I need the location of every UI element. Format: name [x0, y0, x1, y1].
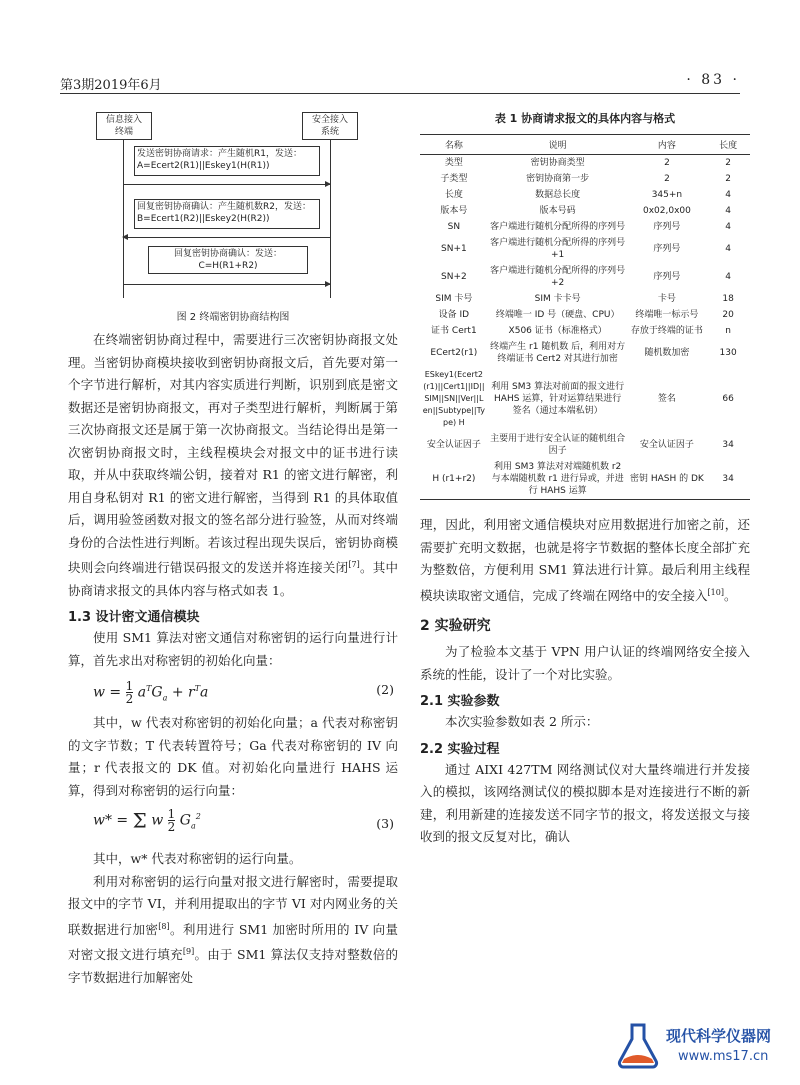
paragraph: 利用对称密钥的运行向量对报文进行解密时，需要提取报文中的字节 VI，并利用提取出的字节 VI 对内网业务的关联数据进行加密[8]。利用进行 SM1 加密时所用的 IV 向量对密文报文进行填充[9]。由于 SM1 算法仅支持对整数倍的字节数据进行加解密处 — [68, 873, 398, 985]
table-row — [420, 219, 750, 235]
paragraph: 通过 AIXI 427TM 网络测试仪对大量终端进行并发接入的模拟，该网络测试仪的模拟脚本是对连接进行不断的新建，利用新建的连接发送不同字节的报文，将发送报文与接收到的报文反复对比，确认 — [420, 761, 750, 845]
paragraph: 使用 SM1 算法对密文通信对称密钥的运行向量进行计算，首先求出对称密钥的初始化向量： — [68, 630, 398, 668]
table-cell: 长度 — [444, 190, 463, 200]
column-header: 说明 — [488, 135, 628, 155]
equation-3: w* = Σ w $\frac{1}{2}$ $G_a^2$ (3) — [93, 807, 394, 835]
table-cell: 主要用于进行安全认证的随机组合因子 — [490, 434, 626, 456]
table-cell: 2 — [725, 174, 731, 184]
paragraph: 为了检验本文基于 VPN 用户认证的终端网络安全接入系统的性能，设计了一个对比实验。 — [420, 644, 750, 682]
table-cell: 客户端进行随机分配所得的序列号 +1 — [490, 238, 626, 260]
terminal-box: 信息接入 终端 — [96, 112, 152, 140]
table-cell: 安全认证因子 — [426, 440, 481, 450]
column-header: 名称 — [420, 135, 488, 155]
table-cell: 版本号码 — [539, 206, 576, 216]
table-cell: 证书 Cert1 — [431, 326, 477, 336]
table-cell: 客户端进行随机分配所得的序列号 — [490, 222, 626, 232]
table-cell: 4 — [725, 222, 731, 232]
watermark-name: 现代科学仪器网 — [666, 1027, 772, 1045]
request-arrow — [123, 184, 330, 185]
table-row — [420, 263, 750, 291]
equation-2: w = $\frac{1}{2}$ $a^TG_a + r^Ta$ (2) — [93, 679, 394, 707]
table-cell: 0x02,0x00 — [642, 206, 691, 216]
table-cell: n — [725, 326, 731, 336]
table-cell: 密钥 HASH 的 DK — [628, 459, 707, 500]
figure-caption: 图 2 终端密钥协商结构图 — [176, 312, 290, 323]
site-watermark — [616, 1017, 786, 1077]
paragraph: 本次实验参数如表 2 所示： — [445, 714, 599, 730]
table-cell: 随机数加密 — [644, 348, 690, 358]
terminal-lifeline — [123, 140, 124, 298]
table-row — [420, 235, 750, 263]
table-cell: 终端产生 r1 随机数 后，利用对方终端证书 Cert2 对其进行加密 — [490, 342, 626, 364]
table-cell: 18 — [722, 294, 734, 304]
table-cell: 130 — [719, 348, 737, 358]
security-system-box: 安全接入 系统 — [302, 112, 358, 140]
table-cell: 子类型 — [440, 174, 468, 184]
system-lifeline — [330, 140, 331, 298]
table-cell: H (r1+r2) — [420, 459, 488, 500]
confirm-arrow — [123, 237, 330, 238]
table-cell: SIM 卡号 — [435, 294, 473, 304]
paragraph: 理，因此，利用密文通信模块对应用数据进行加密之前，还需要扩充明文数据，也就是将字节数据的整体长度全部扩充为整数倍，方便利用 SM1 算法进行计算。最后利用主线程模块读取密文通信，完成了终端在网络中的安全接入[10]。 — [420, 517, 750, 603]
table-cell: 终端唯一标示号 — [635, 310, 699, 320]
watermark-url: www.ms17.cn — [678, 1049, 769, 1064]
section-heading: 2.1 实验参数 — [420, 694, 500, 710]
table-cell: 数据总长度 — [535, 190, 581, 200]
table-cell: SN — [447, 222, 461, 232]
table-cell: 序列号 — [653, 272, 681, 282]
table-cell: 密钥协商第一步 — [526, 174, 590, 184]
column-header: 内容 — [628, 135, 707, 155]
table-row — [420, 171, 750, 187]
table-row — [420, 431, 750, 459]
table-cell: 版本号 — [440, 206, 468, 216]
table-row — [420, 187, 750, 203]
table-cell: 2 — [664, 174, 670, 184]
table-row — [420, 339, 750, 367]
table-cell: SN+2 — [441, 272, 467, 282]
table-cell: X506 证书（标准格式） — [508, 326, 607, 336]
table-cell: ESkey1(Ecert2(r1)||Cert1||ID||SIM||SN||Ver||Len||Subtype||Type) H — [422, 370, 485, 427]
table-cell: 66 — [722, 394, 734, 404]
table-cell: 4 — [725, 272, 731, 282]
table-cell: 2 — [664, 158, 670, 168]
table-cell: 20 — [722, 310, 734, 320]
table-cell: 序列号 — [653, 222, 681, 232]
journal-issue: 第3期2019年6月 — [60, 78, 162, 93]
page-header — [60, 70, 740, 94]
table-cell: 34 — [722, 440, 734, 450]
table-row — [420, 323, 750, 339]
table-cell: 客户端进行随机分配所得的序列号 +2 — [490, 266, 626, 288]
negotiation-table — [420, 134, 750, 500]
left-column — [68, 104, 398, 989]
table-row — [420, 291, 750, 307]
confirm-message: 回复密钥协商确认：产生随机数R2，发送： B=Ecert1(R2)||Eskey2(H(R2)) — [134, 199, 320, 229]
table-cell: 4 — [725, 190, 731, 200]
table-cell: 密钥协商类型 — [530, 158, 585, 168]
request-message: 发送密钥协商请求：产生随机R1，发送： A=Ecert2(R1)||Eskey1(H(R1)) — [134, 146, 320, 176]
table-cell: SIM 卡卡号 — [534, 294, 581, 304]
table-cell: 利用 SM3 算法对对端随机数 r2 与本端随机数 r1 进行异或，并进行 HAHS 运算 — [488, 459, 628, 500]
column-header: 长度 — [706, 135, 750, 155]
table-row — [420, 307, 750, 323]
final-confirm-message: 回复密钥协商确认：发送： C=H(R1+R2) — [148, 246, 308, 274]
table-cell: ECert2(r1) — [430, 348, 478, 358]
paragraph: 其中，w 代表对称密钥的初始化向量；a 代表对称密钥的文字节数；T 代表转置符号；Ga 代表对称密钥的 IV 向量；r 代表报文的 DK 值。对初始化向量进行 HAHS 运算，得到对称密钥的运行向量： — [68, 715, 398, 798]
page-number: · 83 · — [686, 72, 740, 88]
table-cell: 安全认证因子 — [639, 440, 694, 450]
table-cell: 设备 ID — [438, 310, 470, 320]
table-cell: 34 — [706, 459, 750, 500]
table-cell: 345+n — [651, 190, 683, 200]
right-column — [420, 104, 750, 849]
table-row — [420, 155, 750, 172]
table-cell: 终端唯一 ID 号（硬盘、CPU） — [495, 310, 620, 320]
table-title: 表 1 协商请求报文的具体内容与格式 — [494, 112, 676, 125]
table-cell: 利用 SM3 算法对前面的报文进行 HAHS 运算，针对运算结果进行签名（通过本端私钥） — [491, 382, 625, 416]
table-cell: 存放于终端的证书 — [630, 326, 703, 336]
table-cell: 序列号 — [653, 244, 681, 254]
table-cell: 2 — [725, 158, 731, 168]
section-heading: 1.3 设计密文通信模块 — [68, 610, 200, 626]
table-cell: 卡号 — [657, 294, 676, 304]
table-row — [420, 459, 750, 500]
flask-logo-icon — [616, 1021, 660, 1069]
section-heading: 2.2 实验过程 — [420, 741, 500, 757]
paragraph: 其中，w* 代表对称密钥的运行向量。 — [93, 851, 302, 867]
table-row — [420, 367, 750, 431]
paragraph: 在终端密钥协商过程中，需要进行三次密钥协商报文处理。当密钥协商模块接收到密钥协商报文后，首先要对第一个字节进行解析，对其内容实质进行判断，识别到底是密文数据还是密钥协商报文，再对子类型进行解析，判断属于第三次协商报文还是属于第一次协商报文。当结论得出是第一次密钥协商报文时，主线程模块会对报文中的证书进行读取，并从中获取终端公钥，接着对 R1 的密文进行解密，利用自身私钥对 R1 的密文进行解密，当得到 R1 的具体取值后，调用验签函数对报文的签名部分进行验签，从而对终端身份的合法性进行判断。若该过程出现失误后，密钥协商模块则会向终端进行错误码报文的发送并将连接关闭[7]。其中协商请求报文的具体内容与格式如表 1。 — [68, 332, 398, 598]
key-negotiation-diagram — [68, 104, 398, 304]
table-cell: 签名 — [657, 394, 676, 404]
table-row — [420, 203, 750, 219]
table-cell: SN+1 — [441, 244, 467, 254]
final-arrow — [123, 284, 330, 285]
table-cell: 类型 — [444, 158, 463, 168]
table-cell: 4 — [725, 244, 731, 254]
table-cell: 4 — [725, 206, 731, 216]
section-heading: 2 实验研究 — [420, 618, 491, 635]
